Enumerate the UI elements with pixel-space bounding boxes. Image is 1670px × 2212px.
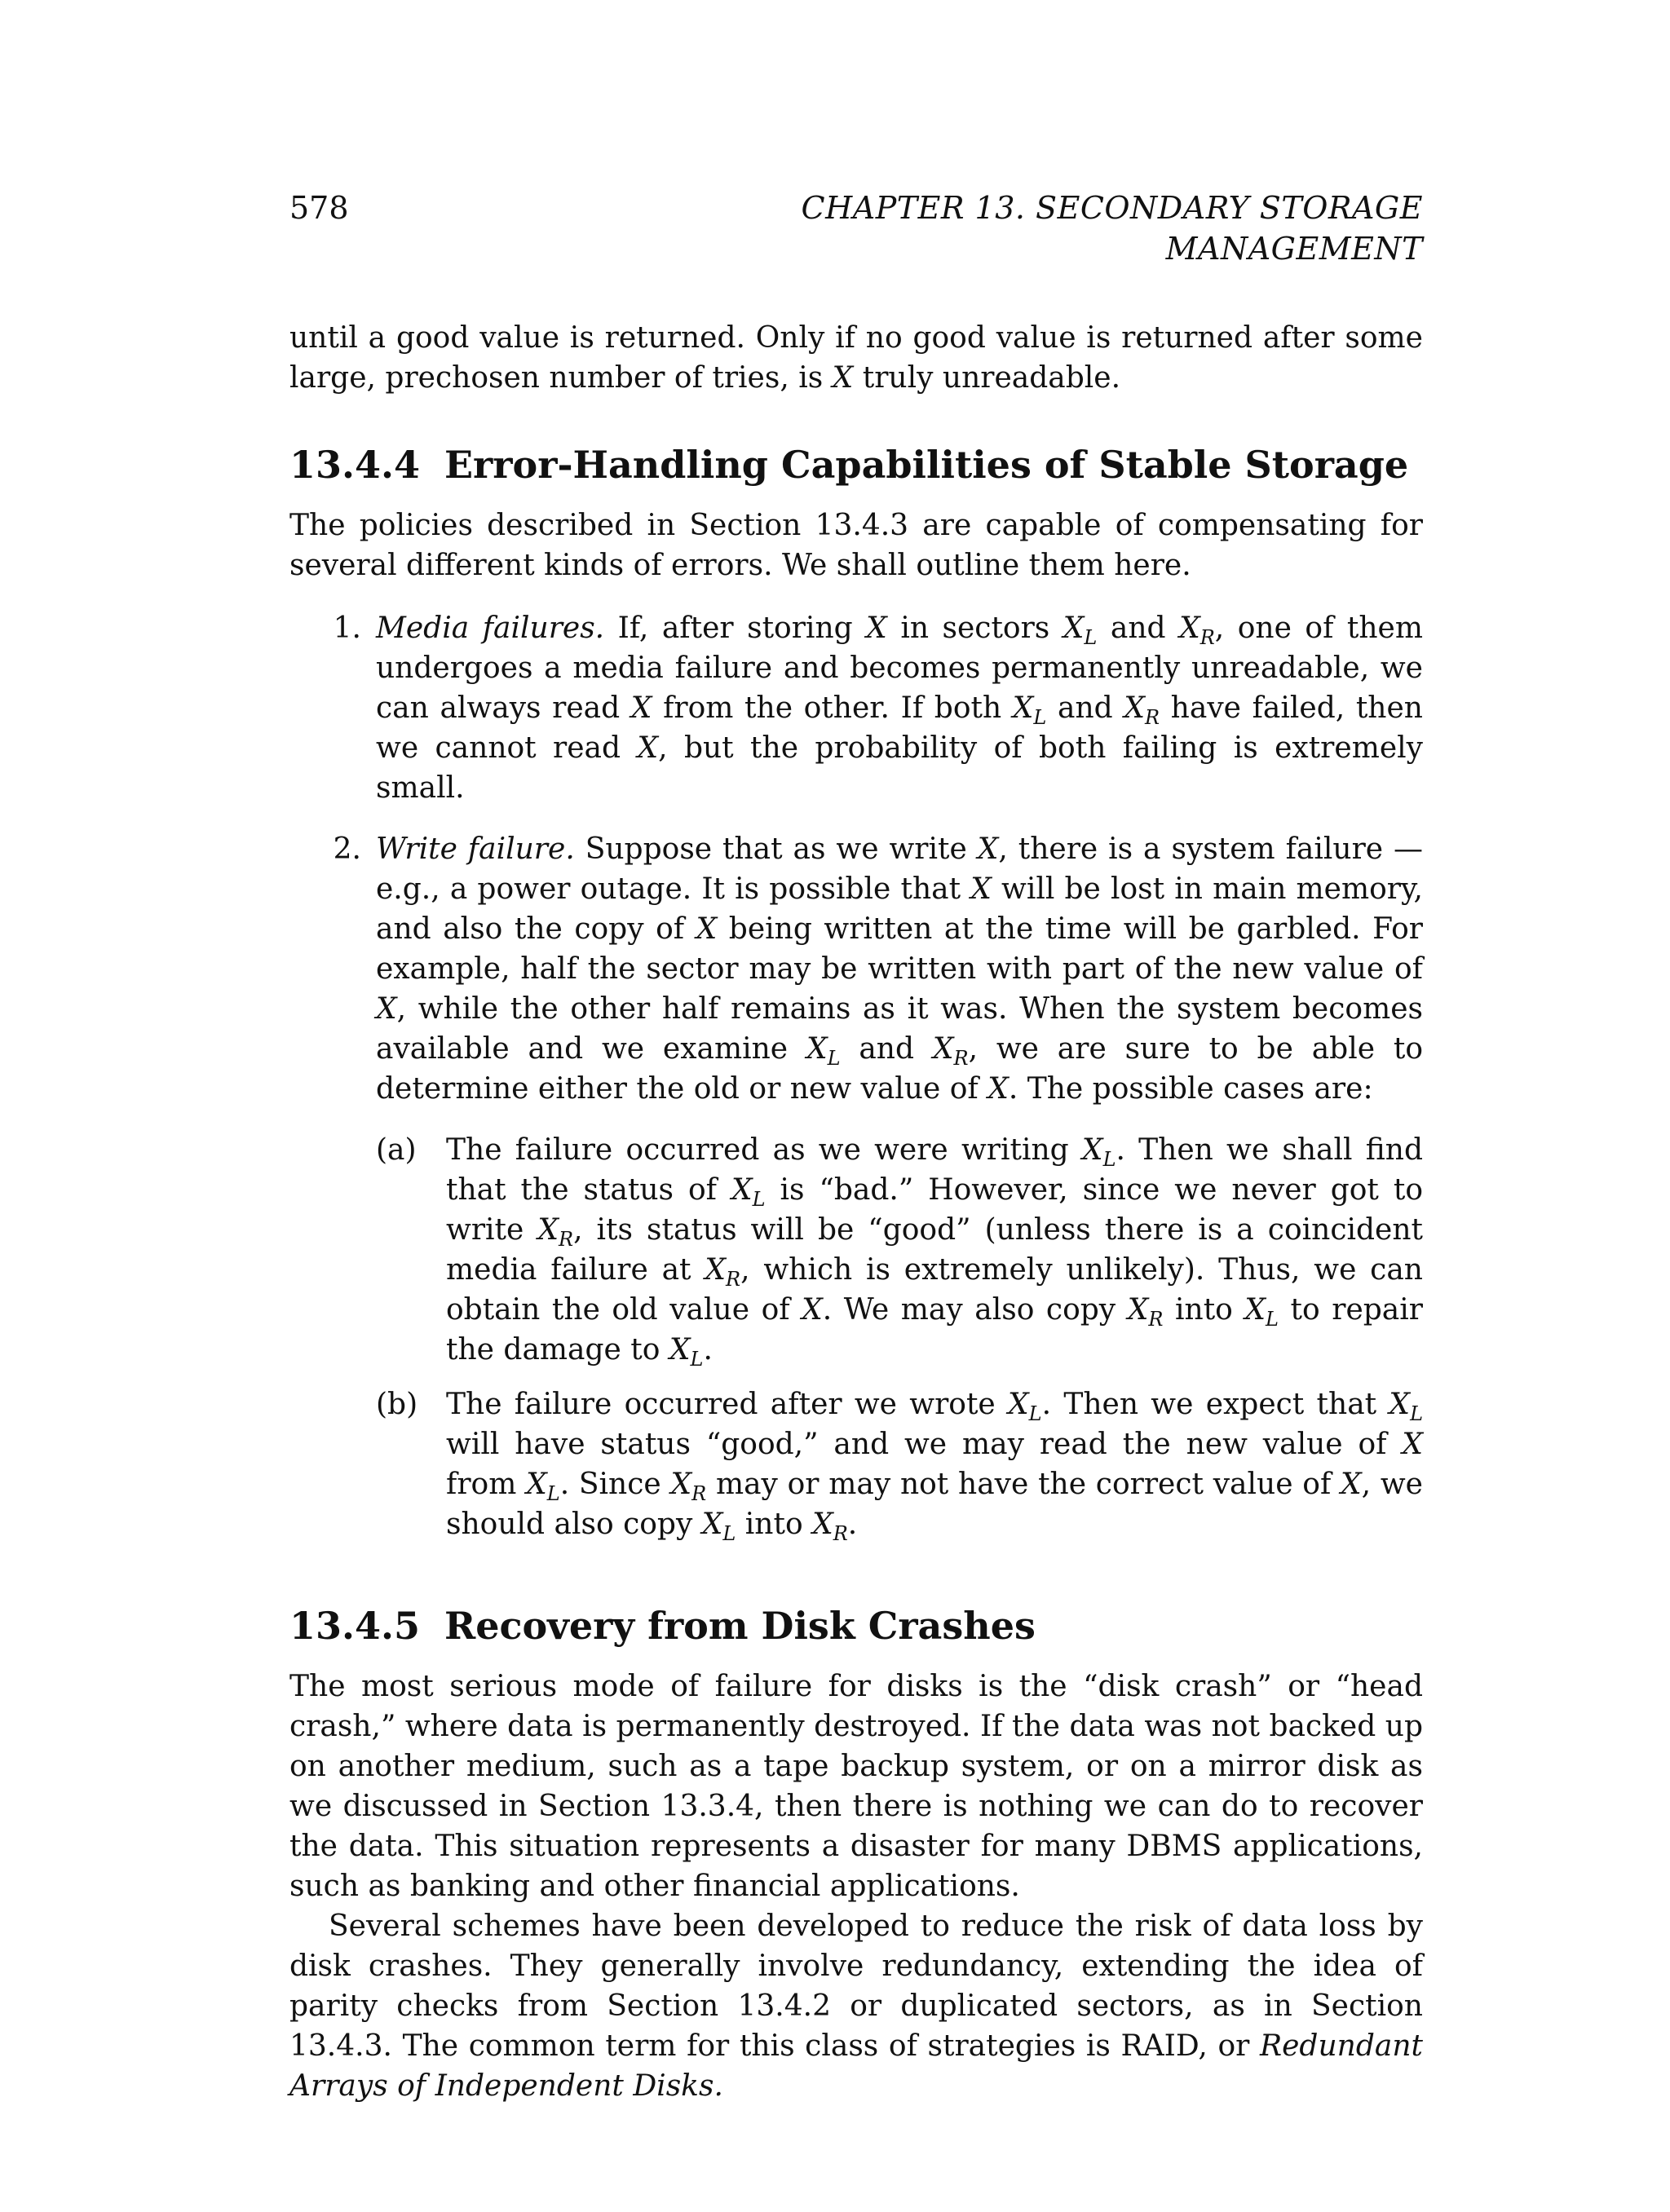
running-head [289,188,1423,269]
list-marker: 1. [333,612,361,645]
list-item-case-a: (a) The failure occurred as we were writing $X_L$. Then we shall find that the status of $X_L$ is “bad.” However, since we never got to write $X_R$, its status will be “good” (unless there is a coincident media failure at $X_R$, which is extremely unlikely). Thus, we can obtain the old value of X. We may also copy $X_R$ into $X_L$ to repair the damage to $X_L$. [376,1130,1423,1370]
list-marker: (a) [376,1133,417,1167]
page [289,188,1423,2106]
raid-term: Redundant Arrays of Independent Disks. [289,2029,1423,2103]
list-marker: (b) [376,1388,418,1421]
section-paragraph: The policies described in Section 13.4.3 are capable of compensating for several different kinds of errors. We shall outline them here. [289,509,1423,582]
section-title: Recovery from Disk Crashes [444,1604,1036,1648]
list-item-lead: Media failures. [376,612,605,645]
list-item-media-failures: 1. Media failures. If, after storing X in sectors $X_L$ and $X_R$, one of them undergoes a media failure and becomes permanently unreadable, we can always read X from the other. If both $X_L$ and $X_R$ have failed, then we cannot read X, but the probability of both failing is extremely small. [289,608,1423,808]
list-marker: 2. [333,832,361,866]
write-failure-cases [376,1130,1423,1544]
intro-paragraph: until a good value is returned. Only if no good value is returned after some large, prechosen number of tries, is X truly unreadable. [289,321,1423,395]
page-number: 578 [289,190,349,226]
failure-list [289,608,1423,1559]
list-item-case-b: (b) The failure occurred after we wrote $X_L$. Then we expect that $X_L$ will have status “good,” and we may read the new value of X from $X_L$. Since $X_R$ may or may not have the correct value of X, we should also copy $X_L$ into $X_R$. [376,1384,1423,1544]
list-item-write-failure: 2. Write failure. Suppose that as we write X, there is a system failure — e.g., a power outage. It is possible that X will be lost in main memory, and also the copy of X being written at the time will be garbled. For example, half the sector may be written with part of the new value of X, while the other half remains as it was. When the system becomes available and we examine $X_L$ and $X_R$, we are sure to be able to determine either the old or new value of X. The possible cases are: (a) The failure occurred as we were writing $X_L$. Then we shall find that the status of $X_L$ is “bad.” However, since we never got to write $X_R$, its status will be “good” (unless there is a coincident media failure at $X_R$, which is extremely unlikely). Thus, we can obtain the old value of X. We may also copy $X_R$ into $X_L$ to repair the damage to $X_L$. (b) The failure occurred after we wrote $X_L$. Then we expect that $X_L$ will have status “good,” and we may read the new value of X from $X_L$. Since $X_R$ may or may not have the correct value of X, we should also copy $X_L$ into $X_R$. [289,829,1423,1559]
list-item-lead: Write failure. [376,832,575,866]
section-number: 13.4.4 [289,443,421,487]
section-heading-13-4-4 [289,440,1423,489]
chapter-title: CHAPTER 13. SECONDARY STORAGE MANAGEMENT [801,190,1423,267]
section-title: Error-Handling Capabilities of Stable Storage [444,443,1409,487]
section-number: 13.4.5 [289,1604,421,1648]
section-paragraph: The most serious mode of failure for disks is the “disk crash” or “head crash,” where data is permanently destroyed. If the data was not backed up on another medium, such as a tape backup system, or on a mirror disk as we discussed in Section 13.3.4, then there is nothing we can do to recover the data. This situation represents a disaster for many DBMS applications, such as banking and other financial applications. [289,1670,1423,1903]
section-paragraph: Several schemes have been developed to reduce the risk of data loss by disk crashes. They generally involve redundancy, extending the idea of parity checks from Section 13.4.2 or duplicated sectors, as in Section 13.4.3. The common term for this class of strategies is RAID, or Redundant Arrays of Independent Disks. [289,1910,1423,2103]
section-heading-13-4-5 [289,1601,1423,1650]
